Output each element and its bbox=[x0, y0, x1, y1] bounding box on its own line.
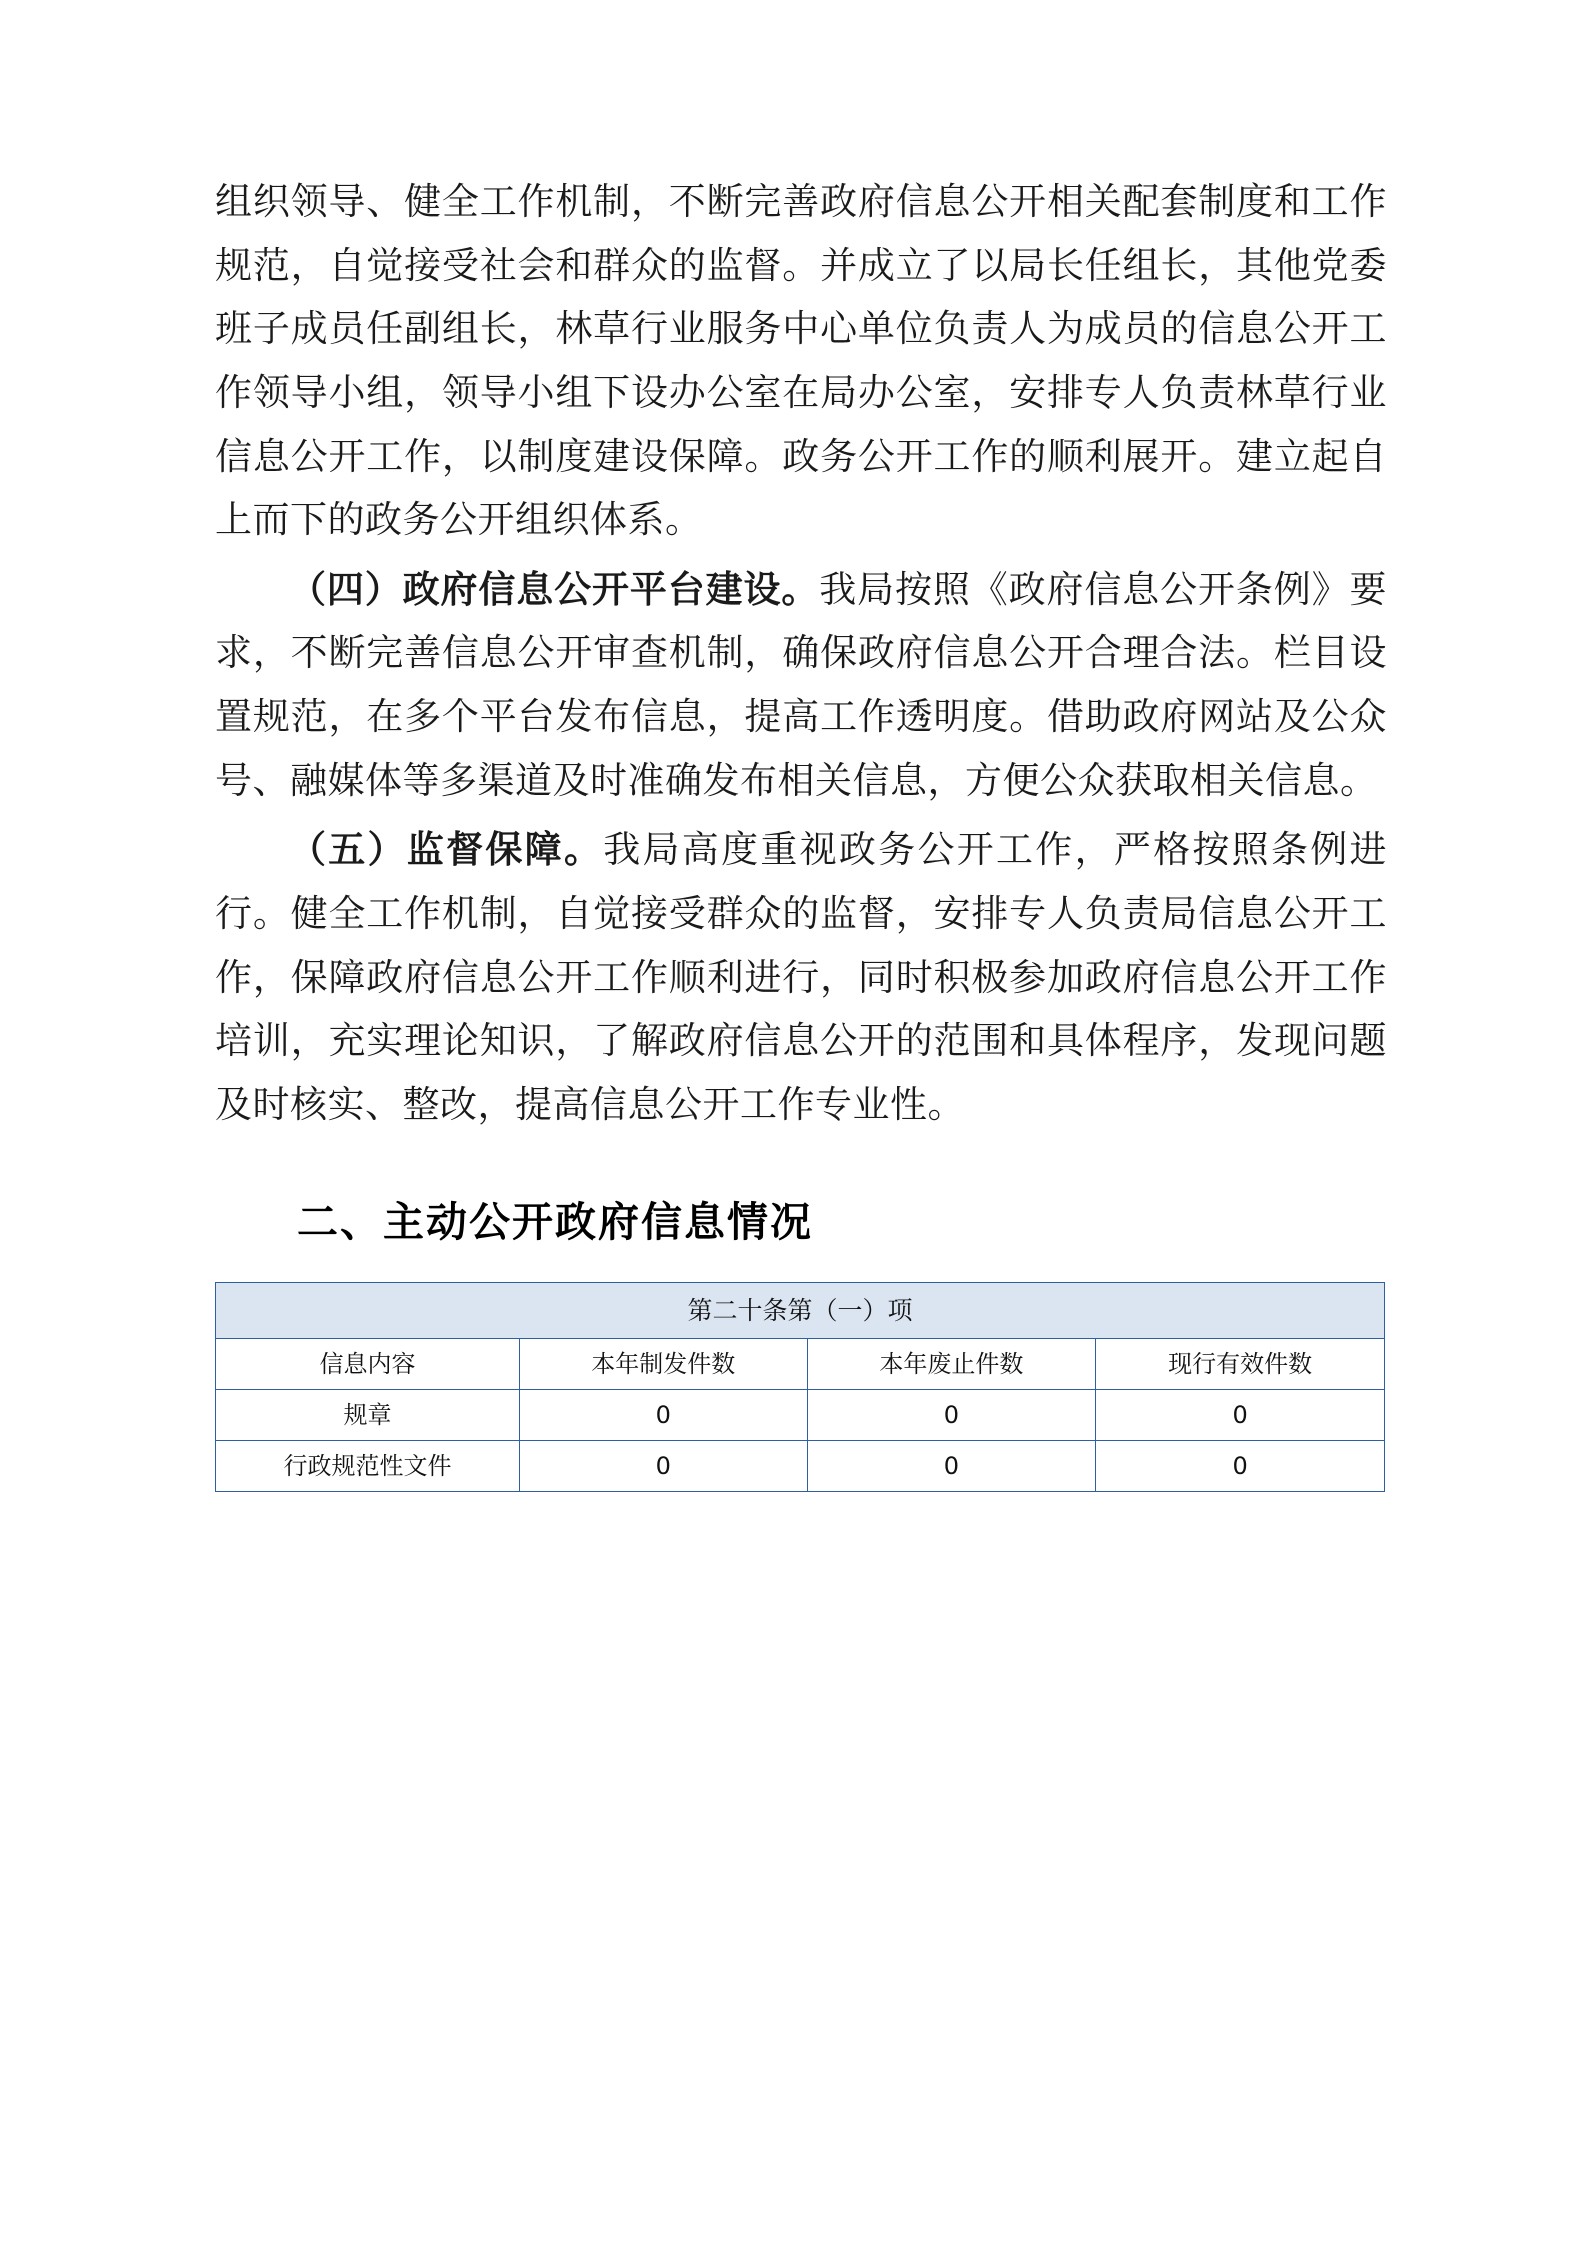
table-cell-1-2: 0 bbox=[807, 1441, 1096, 1492]
table-cell-1-0: 行政规范性文件 bbox=[216, 1441, 520, 1492]
table-cell-0-3: 0 bbox=[1096, 1390, 1385, 1441]
table-row bbox=[216, 1390, 1385, 1441]
table-cell-1-3: 0 bbox=[1096, 1441, 1385, 1492]
table-cell-1-1: 0 bbox=[519, 1441, 807, 1492]
paragraph-body-four: 我局按照《政府信息公开条例》要求，不断完善信息公开审查机制，确保政府信息公开合理合法。栏目设置规范，在多个平台发布信息，提高工作透明度。借助政府网站及公众号、融媒体等多渠道及时准确发布相关信息，方便公众获取相关信息。 bbox=[215, 567, 1387, 802]
table-header-cell-3: 现行有效件数 bbox=[1096, 1339, 1385, 1390]
section-heading-two: 二、主动公开政府信息情况 bbox=[297, 1198, 813, 1247]
table-cell-0-2: 0 bbox=[807, 1390, 1096, 1441]
paragraph-continuation: 组织领导、健全工作机制，不断完善政府信息公开相关配套制度和工作规范，自觉接受社会和群众的监督。并成立了以局长任组长，其他党委班子成员任副组长，林草行业服务中心单位负责人为成员的信息公开工作领导小组，领导小组下设办公室在局办公室，安排专人负责林草行业信息公开工作，以制度建设保障。政务公开工作的顺利展开。建立起自上而下的政务公开组织体系。 bbox=[215, 180, 1387, 542]
table-title-row bbox=[216, 1283, 1385, 1339]
table-header-row bbox=[216, 1339, 1385, 1390]
paragraph-supervision bbox=[215, 818, 1387, 1136]
paragraph-platform-construction bbox=[215, 558, 1387, 813]
table-header-cell-2: 本年废止件数 bbox=[807, 1339, 1096, 1390]
table-cell-0-0: 规章 bbox=[216, 1390, 520, 1441]
disclosure-table bbox=[215, 1282, 1385, 1492]
table-cell-0-1: 0 bbox=[519, 1390, 807, 1441]
table-header-cell-1: 本年制发件数 bbox=[519, 1339, 807, 1390]
paragraph-lead-four: （四）政府信息公开平台建设。 bbox=[289, 567, 820, 611]
table-header-cell-0: 信息内容 bbox=[216, 1339, 520, 1390]
table-row bbox=[216, 1441, 1385, 1492]
paragraph-lead-five: （五）监督保障。 bbox=[289, 828, 604, 872]
table-title-cell: 第二十条第（一）项 bbox=[216, 1283, 1385, 1339]
paragraph-body-five: 我局高度重视政务公开工作，严格按照条例进行。健全工作机制，自觉接受群众的监督，安排专人负责局信息公开工作，保障政府信息公开工作顺利进行，同时积极参加政府信息公开工作培训，充实理论知识，了解政府信息公开的范围和具体程序，发现问题及时核实、整改，提高信息公开工作专业性。 bbox=[215, 828, 1388, 1126]
